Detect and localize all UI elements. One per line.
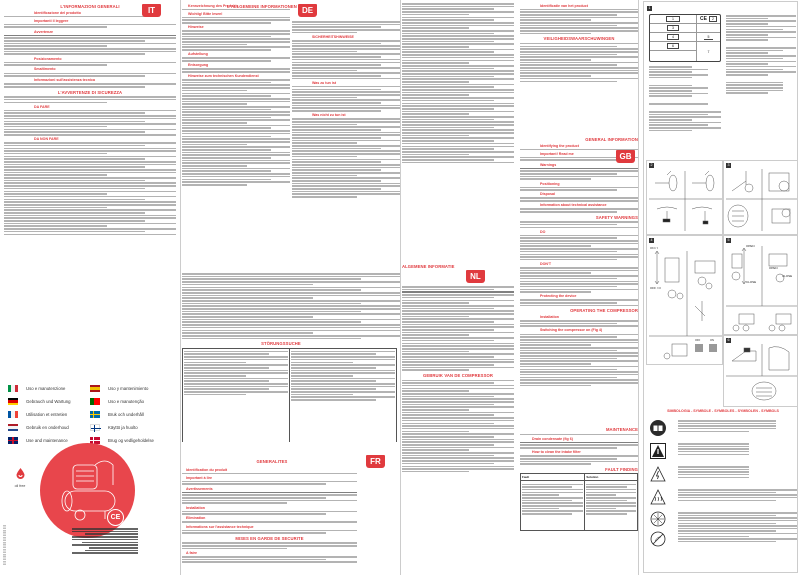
subsection-title: Was zu tun ist (312, 80, 337, 85)
on-label: ON / I (650, 246, 658, 250)
language-badge-it: IT (142, 4, 161, 17)
dutch-column (402, 285, 514, 575)
section-title-nl: ALGEMENE INFORMATIE (402, 264, 455, 269)
subsection-title: Entsorgung (188, 63, 209, 68)
fault-column-header: Fault (521, 474, 585, 481)
language-label: Utilisation et entretien (26, 412, 68, 417)
no-hands-icon (650, 531, 666, 547)
language-badge-fr: FR (366, 455, 385, 468)
fault-table-gb (520, 473, 638, 531)
language-label: Käyttö ja huolto (108, 425, 138, 430)
plate-field-5: 5 (704, 35, 714, 40)
subsection-title: Information about technical assistance (540, 203, 607, 208)
subsection-title: DA NON FARE (34, 137, 59, 142)
subsection-title: Aufstellung (188, 52, 208, 57)
figure-1-label-plate (649, 14, 721, 62)
open-label: OPEN (769, 266, 778, 270)
assembly-illustration (647, 161, 724, 236)
german-right-column (292, 20, 400, 270)
language-item-fi (90, 421, 172, 434)
language-label: Gebruik en onderhoud (26, 425, 69, 430)
flag-icon-fr (8, 411, 18, 418)
manual-book-icon (649, 419, 666, 436)
valve-illustration (724, 236, 799, 336)
language-badge-nl: NL (466, 270, 485, 283)
figure-number: 1 (648, 6, 651, 10)
figure-number: 6 (727, 338, 730, 342)
off-label: OFF (695, 339, 701, 342)
section-title: L'AVVERTENZE DI SICUREZZA (57, 89, 123, 95)
section-title-fr: GENERALITES (256, 459, 288, 464)
ce-mark: CE (700, 16, 707, 22)
subsection-title: Installation (540, 314, 559, 319)
subsection-title: Avertissements (186, 486, 213, 491)
figure-1-legend-left (649, 65, 721, 153)
subsection-title: Important! Read me (540, 151, 574, 156)
language-label: Brug og vedligeholdelse (108, 438, 154, 443)
subsection-title: Hinweise zum technischen Kundendienst (188, 74, 259, 78)
subsection-title: Posizionamento (34, 56, 62, 61)
hot-surface-icon (649, 488, 666, 505)
section-title: FAULT FINDING (605, 466, 638, 472)
on-label: ON (710, 339, 714, 342)
subsection-title: DON'T (540, 261, 552, 266)
danger-warning-icon (649, 442, 666, 459)
figure-number: 3 (727, 163, 730, 167)
language-list (8, 382, 178, 450)
subsection-title: A faire (186, 550, 198, 555)
remote-start-icon (649, 511, 666, 547)
language-item-se (90, 408, 172, 421)
subsection-title: DO (540, 229, 546, 234)
figure-4-panel (646, 235, 723, 365)
symbols-section (649, 407, 797, 567)
subsection-title: Informazioni sull'assistenza tecnica (34, 78, 95, 83)
subsection-title: Warnings (540, 162, 557, 167)
flag-icon-de (8, 398, 18, 405)
section-title: STÖRUNGSSUCHE (261, 341, 301, 347)
plate-field-3: 3 (667, 25, 679, 31)
language-label: Use and maintenance (26, 438, 68, 443)
language-item-nl (8, 421, 90, 434)
section-title: L'INFORMAZIONI GENERALI (60, 4, 120, 9)
language-label: Uso e manutenção (108, 399, 145, 404)
flag-icon-pt (90, 398, 100, 405)
close-label: CLOSE (746, 280, 757, 284)
language-badge-de: DE (298, 4, 317, 17)
language-label: Bruk och underhåll (108, 412, 144, 417)
page-divider (180, 0, 181, 575)
section-title-de: L'ALLGEMEINE INFORMATIONEN (227, 4, 297, 9)
italian-text-column (4, 2, 176, 367)
section-title: SAFETY WARNINGS (595, 214, 638, 220)
flag-icon-gb (8, 437, 18, 444)
ce-mark: CE (107, 509, 124, 526)
plate-field-4: 4 (667, 34, 679, 40)
filter-illustration (724, 336, 799, 408)
subsection-title: Wichtig! Bitte lesen! (188, 11, 223, 16)
flag-icon-fi (90, 424, 100, 431)
french-continued-column (402, 2, 514, 262)
language-item-fr (8, 408, 90, 421)
language-item-it (8, 382, 90, 395)
subsection-title: Identification du produit (186, 467, 228, 472)
wheel-assembly-illustration (724, 161, 799, 236)
subsection-title: Importanti il leggere (34, 18, 69, 23)
flag-icon-se (90, 411, 100, 418)
subsection-title: Disposal (540, 192, 555, 197)
product-names-list (72, 527, 138, 555)
language-item-pt (90, 395, 172, 408)
section-title: GEBRUIK VAN DE COMPRESSOR (423, 373, 493, 378)
section-title: MISES EN GARDE DE SECURITE (235, 535, 304, 541)
flag-icon-es (90, 385, 100, 392)
subsection-title: Positioning (540, 181, 560, 186)
figure-number: 5 (727, 238, 730, 242)
subsection-title: Switching the compressor on (Fig 4) (540, 328, 603, 333)
fault-table-de (182, 348, 397, 442)
cover-product-circle (40, 443, 135, 538)
symbol-row (649, 511, 797, 547)
page-divider (400, 0, 401, 575)
solution-column-header: Solution (585, 474, 638, 481)
page-german-french (182, 0, 400, 575)
page-divider (638, 0, 639, 575)
subsection-title: Avvertenze (34, 29, 54, 34)
flag-icon-nl (8, 424, 18, 431)
subsection-title: Was nicht zu tun ist (312, 113, 346, 118)
vertical-code-text (3, 525, 6, 565)
subsection-title: Identificazione del prodotto (34, 10, 81, 15)
subsection-title: DA FARE (34, 104, 50, 109)
language-item-es (90, 382, 172, 395)
page-figures (643, 1, 798, 573)
figure-6-panel (723, 335, 798, 407)
plate-field-7: 7 (707, 49, 710, 54)
english-maintenance-column (520, 425, 638, 575)
language-label: Uso y mantenimiento (108, 386, 149, 391)
subsection-title: SICHERHEITSHINWEISE (312, 34, 354, 39)
section-title-gb: GENERAL INFORMATION (585, 137, 638, 142)
subsection-title: Informations sur l'assistance technique (186, 524, 254, 529)
plate-field-1: 1 (666, 16, 680, 22)
symbols-title: SIMBOLOGIA - SYMBOLE - SYMBOLES - SYMBOLEN - SYMBOLS (667, 409, 779, 413)
figure-2-panel (646, 160, 723, 235)
brand-name: oil free (14, 484, 26, 488)
figure-number: 2 (650, 163, 653, 167)
figure-5-panel (723, 235, 798, 335)
close-label: CLOSE (782, 274, 793, 278)
subsection-title: Kennzeichnung des Produkts (188, 3, 239, 8)
brand-logo (9, 466, 31, 488)
page-dutch-english (402, 0, 638, 575)
subsection-title: How to clean the intake filter (532, 450, 581, 455)
plate-field-6: 6 (667, 43, 679, 49)
subsection-title: Drain condensate (fig 6) (532, 436, 573, 441)
symbol-row (649, 488, 797, 505)
subsection-title: Smaltimento (34, 67, 56, 72)
subsection-title: Identifying the product (540, 143, 579, 148)
subsection-title: Identificatie van het product (540, 3, 588, 8)
language-label: Uso e manutenzione (26, 386, 66, 391)
dutch-intro-column (520, 2, 638, 132)
subsection-title: Hinweise (188, 25, 204, 30)
off-label: OFF / O (650, 286, 661, 290)
section-title: VEILIGHEIDSWAARSCHUWINGEN (543, 36, 615, 42)
symbol-row (649, 465, 797, 482)
section-title: OPERATING THE COMPRESSOR (570, 308, 638, 314)
figure-1-legend-right (726, 14, 796, 129)
german-left-column (182, 2, 290, 272)
language-item-de (8, 395, 90, 408)
plate-field-2: 2 (709, 16, 717, 22)
language-badge-gb: GB (616, 150, 635, 163)
section-title: MAINTENANCE (605, 427, 638, 432)
symbol-row (649, 419, 797, 436)
figure-3-panel (723, 160, 798, 235)
page-italian (0, 0, 180, 575)
flag-icon-it (8, 385, 18, 392)
open-label: OPEN (746, 244, 755, 248)
subsection-title: Installation (186, 505, 205, 510)
switch-illustration (647, 236, 724, 366)
electric-hazard-icon (649, 465, 666, 482)
oil-drop-icon (16, 468, 25, 479)
subsection-title: Elimination (186, 516, 206, 521)
subsection-title: Protecting the device (540, 294, 577, 299)
french-column (182, 466, 357, 575)
subsection-title: Important à lire (186, 475, 212, 480)
symbol-row (649, 442, 797, 459)
german-fault-section (182, 272, 400, 442)
figure-number: 4 (650, 238, 653, 242)
language-label: Gebrauch und Wartung (26, 399, 71, 404)
